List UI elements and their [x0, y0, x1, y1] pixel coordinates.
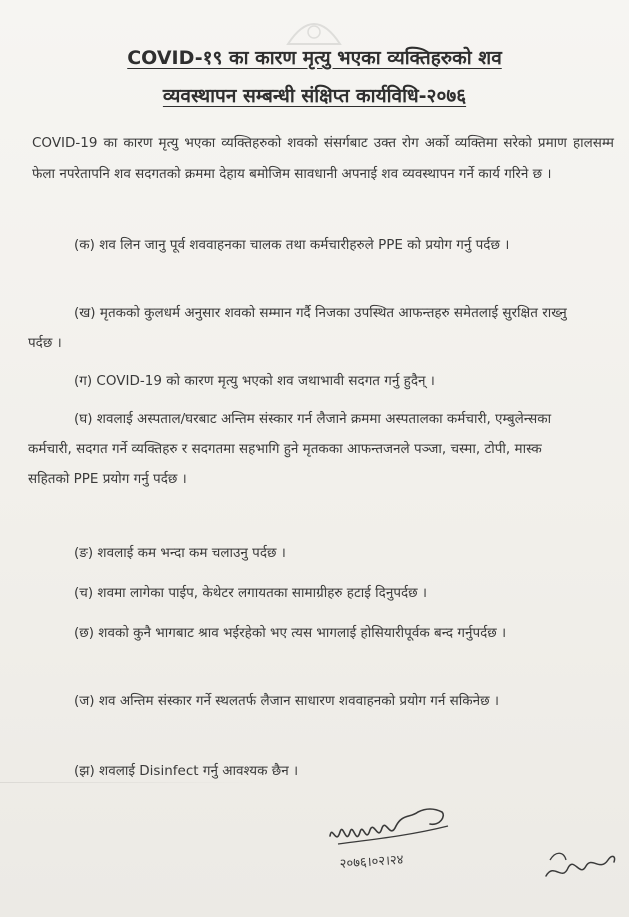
list-item: (झ) शवलाई Disinfect गर्नु आवश्यक छैन । — [74, 763, 299, 779]
signature-date: २०७६।०२।२४ — [339, 852, 405, 872]
list-item: (ङ) शवलाई कम भन्दा कम चलाउनु पर्दछ । — [74, 545, 286, 561]
initials-signature — [540, 842, 620, 892]
handwritten-signature-with-date — [318, 796, 468, 886]
list-item: (ज) शव अन्तिम संस्कार गर्ने स्थलतर्फ लैजान साधारण शववाहनको प्रयोग गर्न सकिनेछ । — [74, 693, 500, 709]
document-title-line-2: व्यवस्थापन सम्बन्धी संक्षिप्त कार्यविधि-२०७६ — [162, 85, 467, 107]
list-item: (च) शवमा लागेका पाईप, केथेटर लगायतका सामाग्रीहरु हटाई दिनुपर्दछ । — [74, 585, 428, 601]
list-item: (छ) शवको कुनै भागबाट श्राव भईरहेको भए त्यस भागलाई होसियारीपूर्वक बन्द गर्नुपर्दछ । — [74, 625, 507, 641]
list-item: (क) शव लिन जानु पूर्व शववाहनका चालक तथा कर्मचारीहरुले PPE को प्रयोग गर्नु पर्दछ । — [74, 237, 510, 253]
list-item: (घ) शवलाई अस्पताल/घरबाट अन्तिम संस्कार गर्न लैजाने क्रममा अस्पतालका कर्मचारी, एम्बुलेन्सका कर्मचारी, सदगत गर्ने व्यक्तिहरु र सदगतमा सहभागि हुने मृतकका आफन्तजनले पञ्जा, चस्मा, टोपी, मास्क सहितको PPE प्रयोग गर्नु पर्दछ । — [28, 411, 552, 487]
list-item: (ख) मृतकको कुलधर्म अनुसार शवको सम्मान गर्दै निजका उपस्थित आफन्तहरु समेतलाई सुरक्षित राख्नु पर्दछ । — [28, 305, 567, 351]
intro-paragraph: COVID-19 का कारण मृत्यु भएका व्यक्तिहरुको शवको संसर्गबाट उक्त रोग अर्को व्यक्तिमा सरेको प्रमाण हालसम्म फेला नपरेतापनि शव सदगतको क्रममा देहाय बमोजिम सावधानी अपनाई शव व्यवस्थापन गर्ने कार्य गरिने छ । — [32, 135, 614, 182]
document-title-line-1: COVID-१९ का कारण मृत्यु भएका व्यक्तिहरुको शव — [127, 47, 502, 69]
list-item: (ग) COVID-19 को कारण मृत्यु भएको शव जथाभावी सदगत गर्नु हुदैन् । — [74, 373, 435, 389]
